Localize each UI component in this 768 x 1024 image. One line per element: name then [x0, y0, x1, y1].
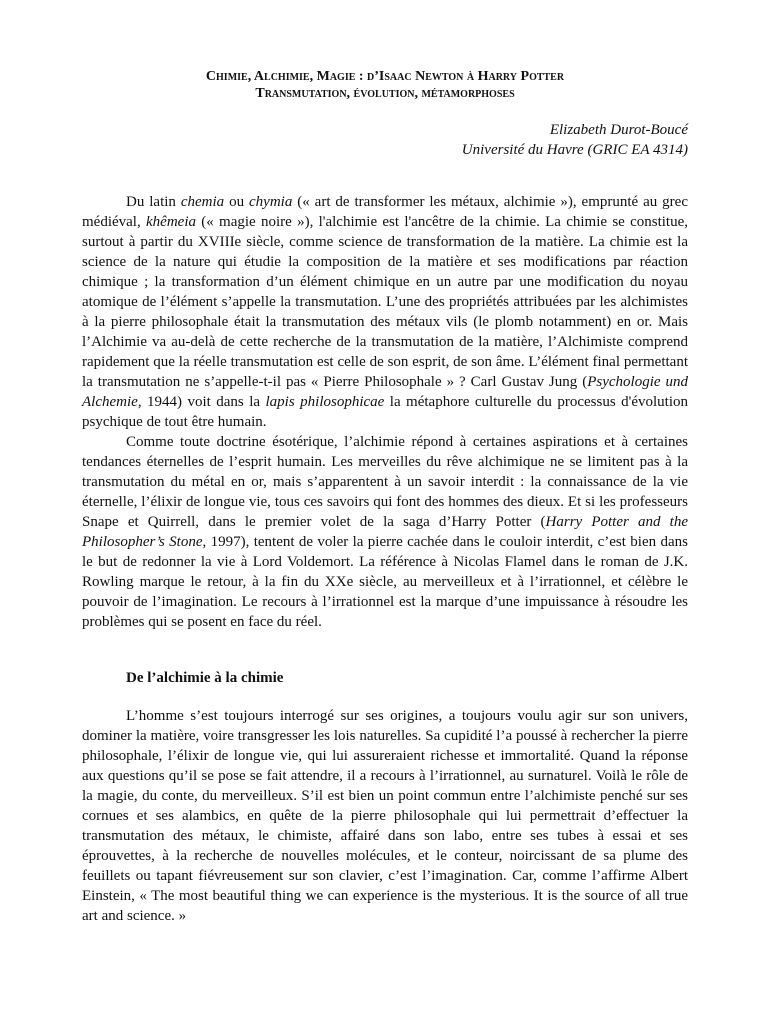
text-run: Comme toute doctrine ésotérique, l’alchimie répond à certaines aspirations et à certaines tendances éternelles de l’esprit humain. Les merveilles du rêve alchimique ne se limitent pas à la transmutation du métal en or, mais s’apparentent à un savoir interdit : la connaissance de la vie éternelle, l’élixir de longue vie, tous ces savoirs qui font des hommes des dieux. Et si les professeurs Snape et Quirrell, dans le premier volet de la saga d’Harry Potter (	[82, 434, 688, 530]
italic-run: khêmeia	[146, 214, 196, 230]
section-heading: De l’alchimie à la chimie	[126, 670, 284, 686]
author-affiliation: Université du Havre (GRIC EA 4314)	[461, 142, 688, 158]
italic-run: Psychologie und Alchemie	[82, 374, 688, 410]
title-line-1: Chimie, Alchimie, Magie : d’Isaac Newton à Harry Potter	[205, 69, 565, 84]
paragraph	[82, 432, 688, 632]
paragraph	[82, 192, 688, 432]
title-line-2: Transmutation, évolution, métamorphoses	[255, 86, 515, 101]
italic-run: lapis philosophicae	[265, 394, 385, 410]
text-run: , 1997), tentent de voler la pierre cachée dans le couloir interdit, c’est bien dans le but de redonner la vie à Lord Voldemort. La référence à Nicolas Flamel dans le roman de J.K. Rowling marque le retour, à la fin du XXe siècle, au merveilleux et à l’irrationnel, et célèbre le pouvoir de l’imagination. Le recours à l’irrationnel est la marque d’une impuissance à résoudre les problèmes qui se posent en face du réel.	[82, 534, 688, 630]
text-run: la métaphore culturelle du processus d'évolution psychique de tout être humain.	[82, 394, 689, 430]
author-name: Elizabeth Durot-Boucé	[549, 122, 688, 138]
section-body	[82, 706, 688, 926]
intro-section	[82, 192, 688, 632]
italic-run: chymia	[249, 194, 293, 210]
italic-run: Harry Potter and the Philosopher’s Stone	[82, 514, 688, 550]
text-run: , 1944) voit dans la	[137, 394, 266, 410]
text-run: Du latin	[126, 194, 181, 210]
text-run: ou	[224, 194, 250, 210]
title-block	[82, 68, 688, 102]
paragraph: L’homme s’est toujours interrogé sur ses origines, a toujours voulu agir sur son univers, dominer la matière, voire transgresser les lois naturelles. Sa cupidité l’a poussé à rechercher la pierre philosophale, l’élixir de longue vie, qui lui assureraient richesse et immortalité. Quand la réponse aux questions qu’il se pose se fait attendre, il a recours à l’irrationnel, au surnaturel. Voilà le rôle de la magie, du conte, du merveilleux. S’il est bien un point commun entre l’alchimiste penché sur ses cornues et ses alambics, en quête de la pierre philosophale qui lui permettrait d’effectuer la transmutation des métaux, le chimiste, affairé dans son labo, entre ses tubes à essai et ses éprouvettes, à la recherche de nouvelles molécules, et le conteur, noircissant de sa plume des feuillets ou tapant fiévreusement sur son clavier, c’est l’imagination. Car, comme l’affirme Albert Einstein, « The most beautiful thing we can experience is the mysterious. It is the source of all true art and science. »	[82, 708, 688, 924]
author-block	[82, 120, 688, 160]
text-run: (« art de transformer les métaux, alchimie »), emprunté au grec médiéval,	[82, 194, 688, 230]
italic-run: chemia	[180, 194, 225, 210]
document-page	[82, 0, 688, 926]
text-run: (« magie noire »), l'alchimie est l'ancêtre de la chimie. La chimie se constitue, surtout à partir du XVIIIe siècle, comme science de transformation de la matière. La chimie est la science de la nature qui étudie la composition de la matière et ses modifications par réaction chimique ; la transformation d’un élément chimique en un autre par une modification du noyau atomique de l’élément s’appelle la transmutation. L’une des propriétés attribuées par les alchimistes à la pierre philosophale était la transmutation des métaux vils (le plomb notamment) en or. Mais l’Alchimie va au-delà de cette recherche de la transmutation de la matière, l’Alchimiste comprend rapidement que la réelle transmutation est celle de son esprit, de son âme. L’élément final permettant la transmutation ne s’appelle-t-il pas « Pierre Philosophale » ? Carl Gustav Jung (	[82, 214, 689, 390]
